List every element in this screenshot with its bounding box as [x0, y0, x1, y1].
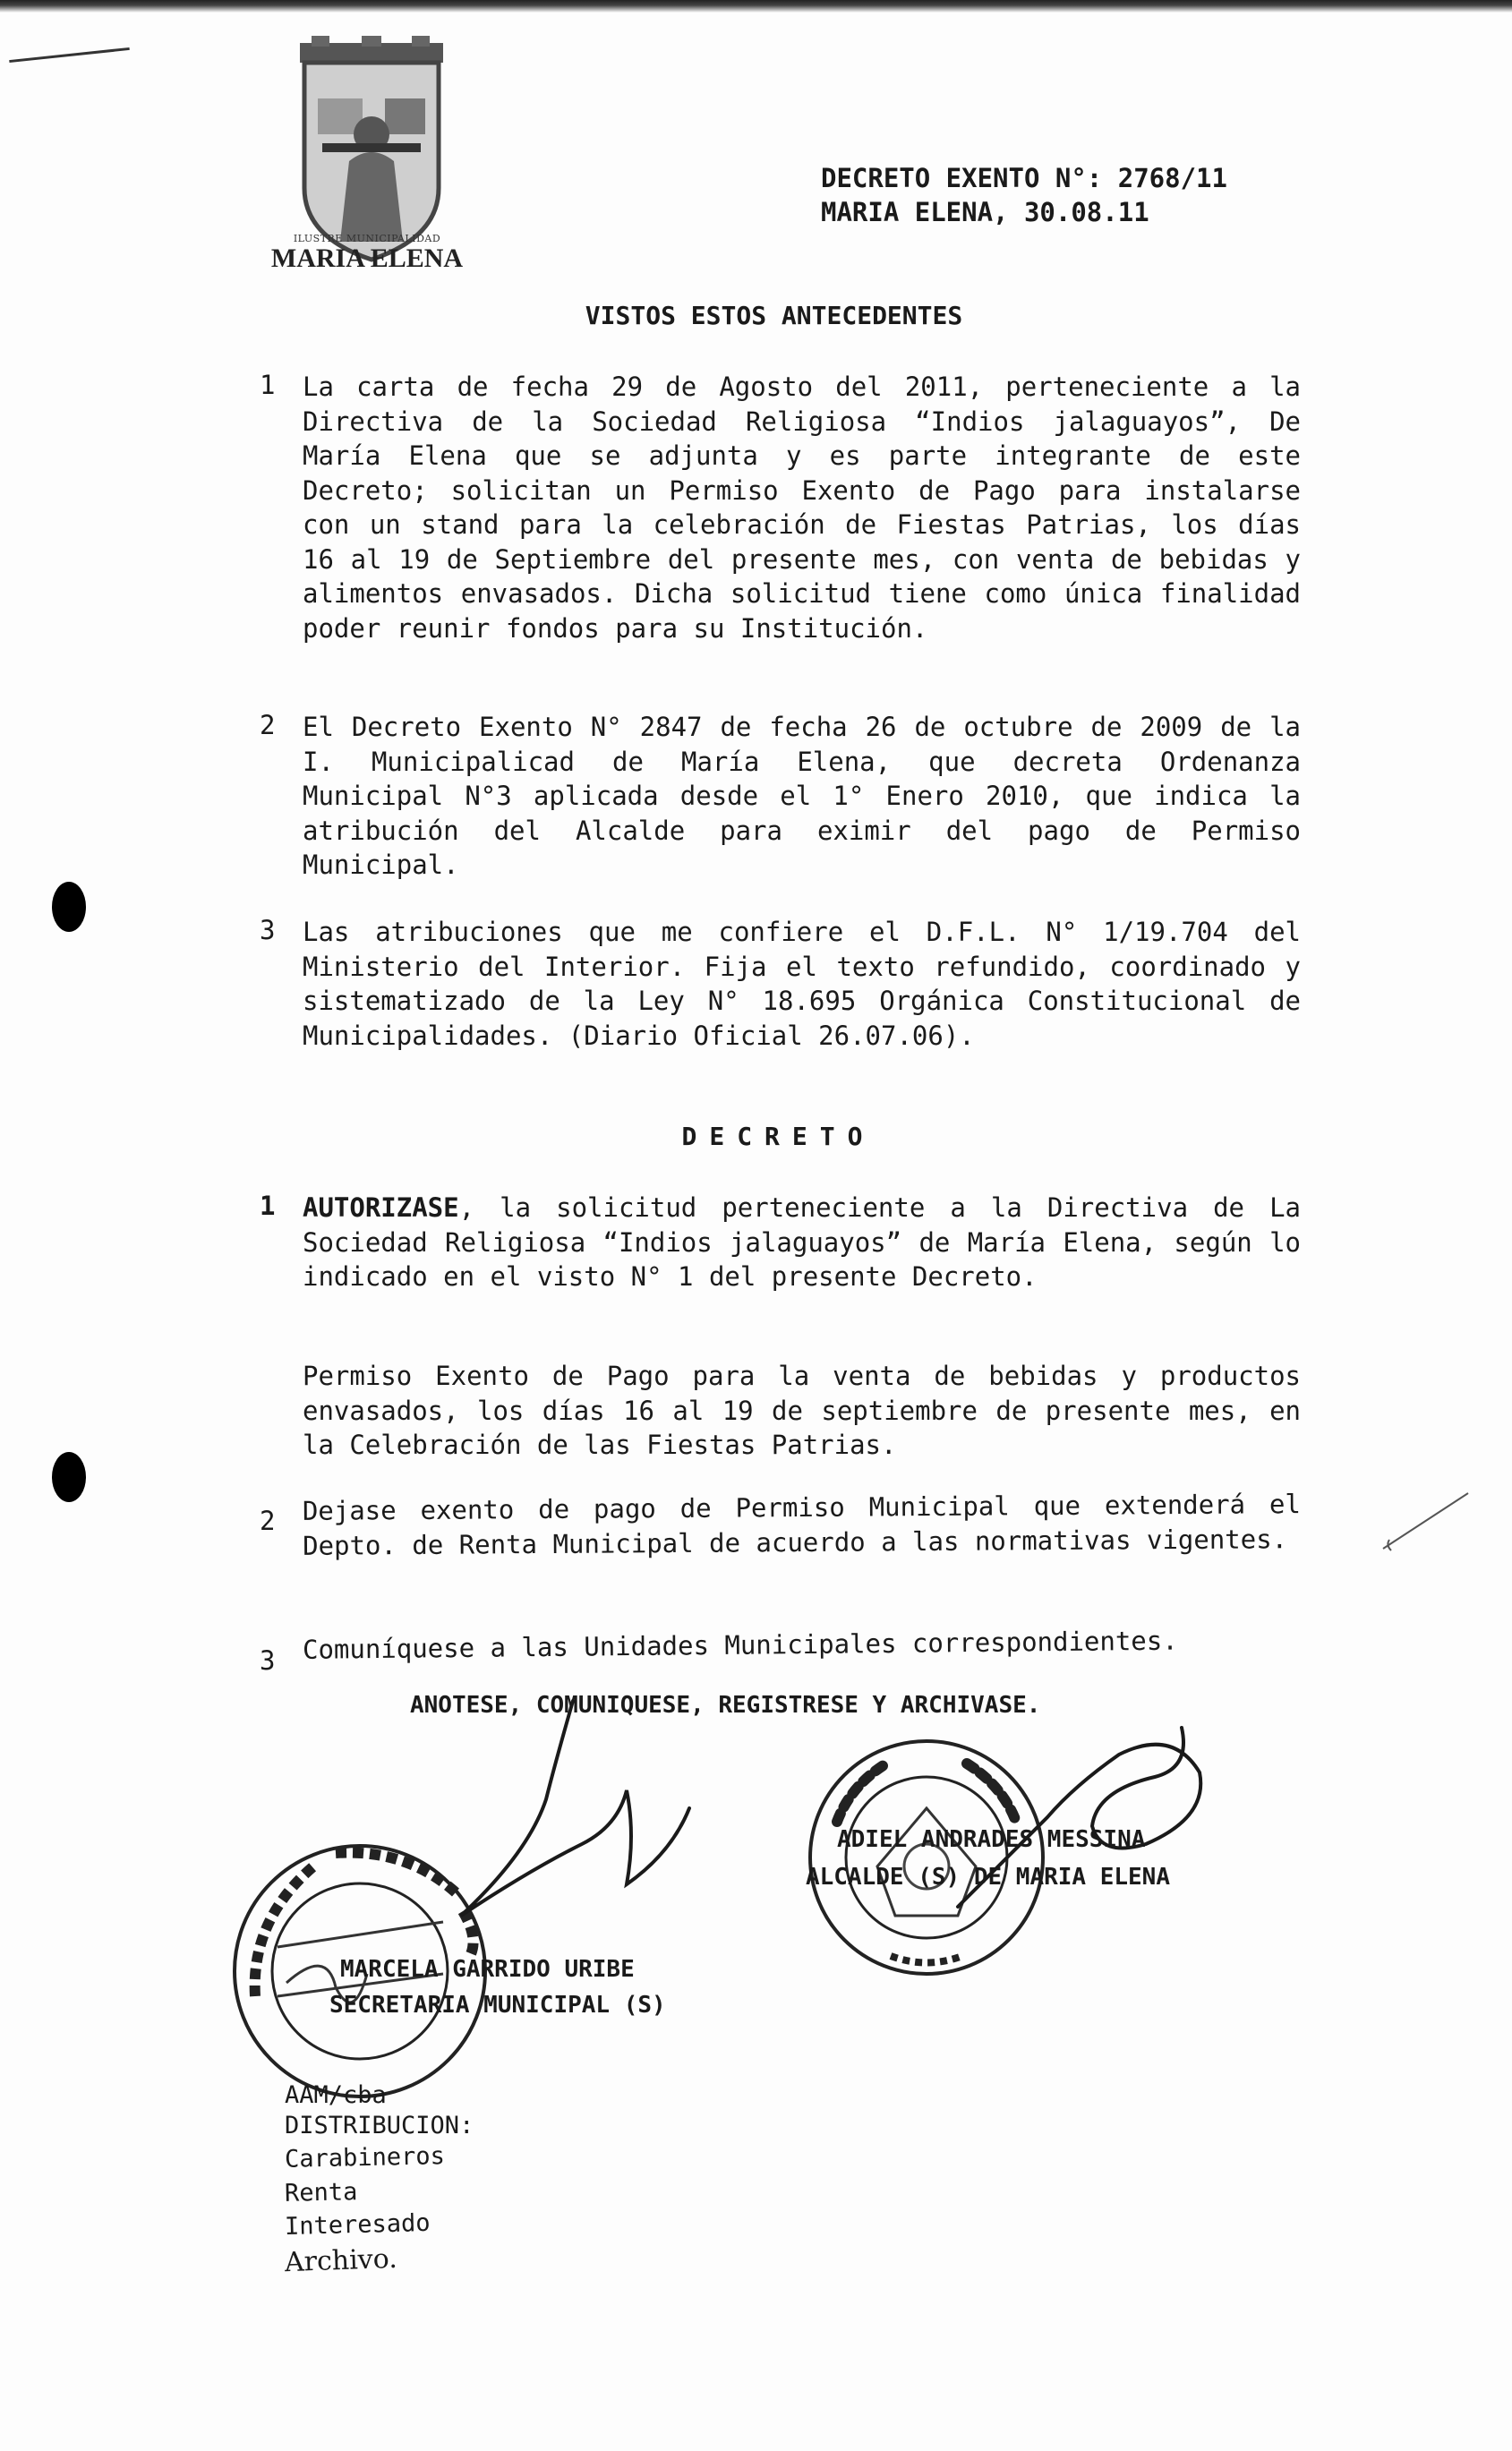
- visto-number-2: 2: [260, 710, 276, 740]
- distribution-item: Carabineros: [284, 2142, 446, 2173]
- secretaria-signature: [421, 1692, 707, 1978]
- punch-hole-bottom: [52, 1452, 86, 1502]
- decreto-text-1b: Permiso Exento de Pago para la venta de bebidas y productos envasados, los días 16 al 19 de septiembre de presente mes, en la Celebración de las Fiestas Patrias.: [303, 1361, 1301, 1460]
- decreto-number-2: 2: [260, 1506, 276, 1536]
- distribution-item: Interesado: [284, 2208, 431, 2242]
- decreto-text-2: Dejase exento de pago de Permiso Municipal que extenderá el Depto. de Renta Municipal de acuerdo a las normativas vigentes.: [302, 1489, 1301, 1561]
- distribution-heading: DISTRIBUCION:: [285, 2112, 474, 2139]
- secretaria-name: MARCELA GARRIDO URIBE: [340, 1956, 635, 1983]
- vistos-heading: VISTOS ESTOS ANTECEDENTES: [585, 301, 963, 330]
- alcalde-signature: [940, 1701, 1226, 1951]
- scan-top-edge: [0, 0, 1512, 13]
- secretaria-title: SECRETARIA MUNICIPAL (S): [329, 1992, 666, 2019]
- visto-text-2: El Decreto Exento N° 2847 de fecha 26 de octubre de 2009 de la I. Municipalicad de María Elena, que decreta Ordenanza Municipal N°3 aplicada desde el 1° Enero 2010, que indica la atribución del Alcalde para eximir del pago de Permiso Municipal.: [303, 712, 1301, 880]
- visto-text-1: La carta de fecha 29 de Agosto del 2011, perteneciente a la Directiva de la Sociedad Religiosa “Indios jalaguayos”, De María Elena que se adjunta y es parte integrante de este Decreto; solicitan un Permiso Exento de Pago para instalarse con un stand para la celebración de Fiestas Patrias, los días 16 al 19 de Septiembre del presente mes, con venta de bebidas y alimentos envasados. Dicha solicitud tiene como única finalidad poder reunir fondos para su Institución.: [303, 371, 1301, 644]
- alcalde-name: ADIEL ANDRADES MESSINA: [837, 1826, 1146, 1853]
- initials: AAM/cba: [285, 2081, 387, 2109]
- punch-hole-top: [52, 882, 86, 932]
- logo-caption-main: MARIA ELENA: [270, 243, 464, 273]
- decreto-heading: DECRETO: [681, 1122, 876, 1151]
- scan-mark: [9, 47, 130, 63]
- decreto-text-1: [303, 1191, 1301, 1294]
- decreto-text-1-body: , la solicitud perteneciente a la Directiva de La Sociedad Religiosa “Indios jalaguayos” de María Elena, según lo indicado en el visto N° 1 del presente Decreto.: [303, 1192, 1301, 1292]
- alcalde-title: ALCALDE (S) DE MARIA ELENA: [806, 1864, 1170, 1891]
- decree-number: DECRETO EXENTO N°: 2768/11: [821, 163, 1227, 193]
- logo-caption-small: ILUSTRE MUNICIPALIDAD: [293, 233, 441, 244]
- decreto-keyword: AUTORIZASE: [303, 1192, 459, 1223]
- decreto-text-3: Comuníquese a las Unidades Municipales correspondientes.: [302, 1625, 1178, 1665]
- place-date: MARIA ELENA, 30.08.11: [821, 197, 1149, 227]
- margin-mark: [1379, 1486, 1477, 1558]
- decreto-number-3: 3: [260, 1645, 276, 1676]
- visto-number-1: 1: [260, 370, 276, 400]
- visto-number-3: 3: [260, 915, 276, 945]
- decreto-number-1: 1: [260, 1191, 276, 1221]
- distribution-item: Archivo.: [284, 2242, 398, 2279]
- distribution-item: Renta: [284, 2178, 358, 2208]
- closing-formula: ANOTESE, COMUNIQUESE, REGISTRESE Y ARCHIVASE.: [410, 1692, 1041, 1719]
- visto-text-3: Las atribuciones que me confiere el D.F.L. N° 1/19.704 del Ministerio del Interior. Fija el texto refundido, coordinado y sistematizado de la Ley N° 18.695 Orgánica Constitucional de Municipalidades. (Diario Oficial 26.07.06).: [303, 917, 1301, 1051]
